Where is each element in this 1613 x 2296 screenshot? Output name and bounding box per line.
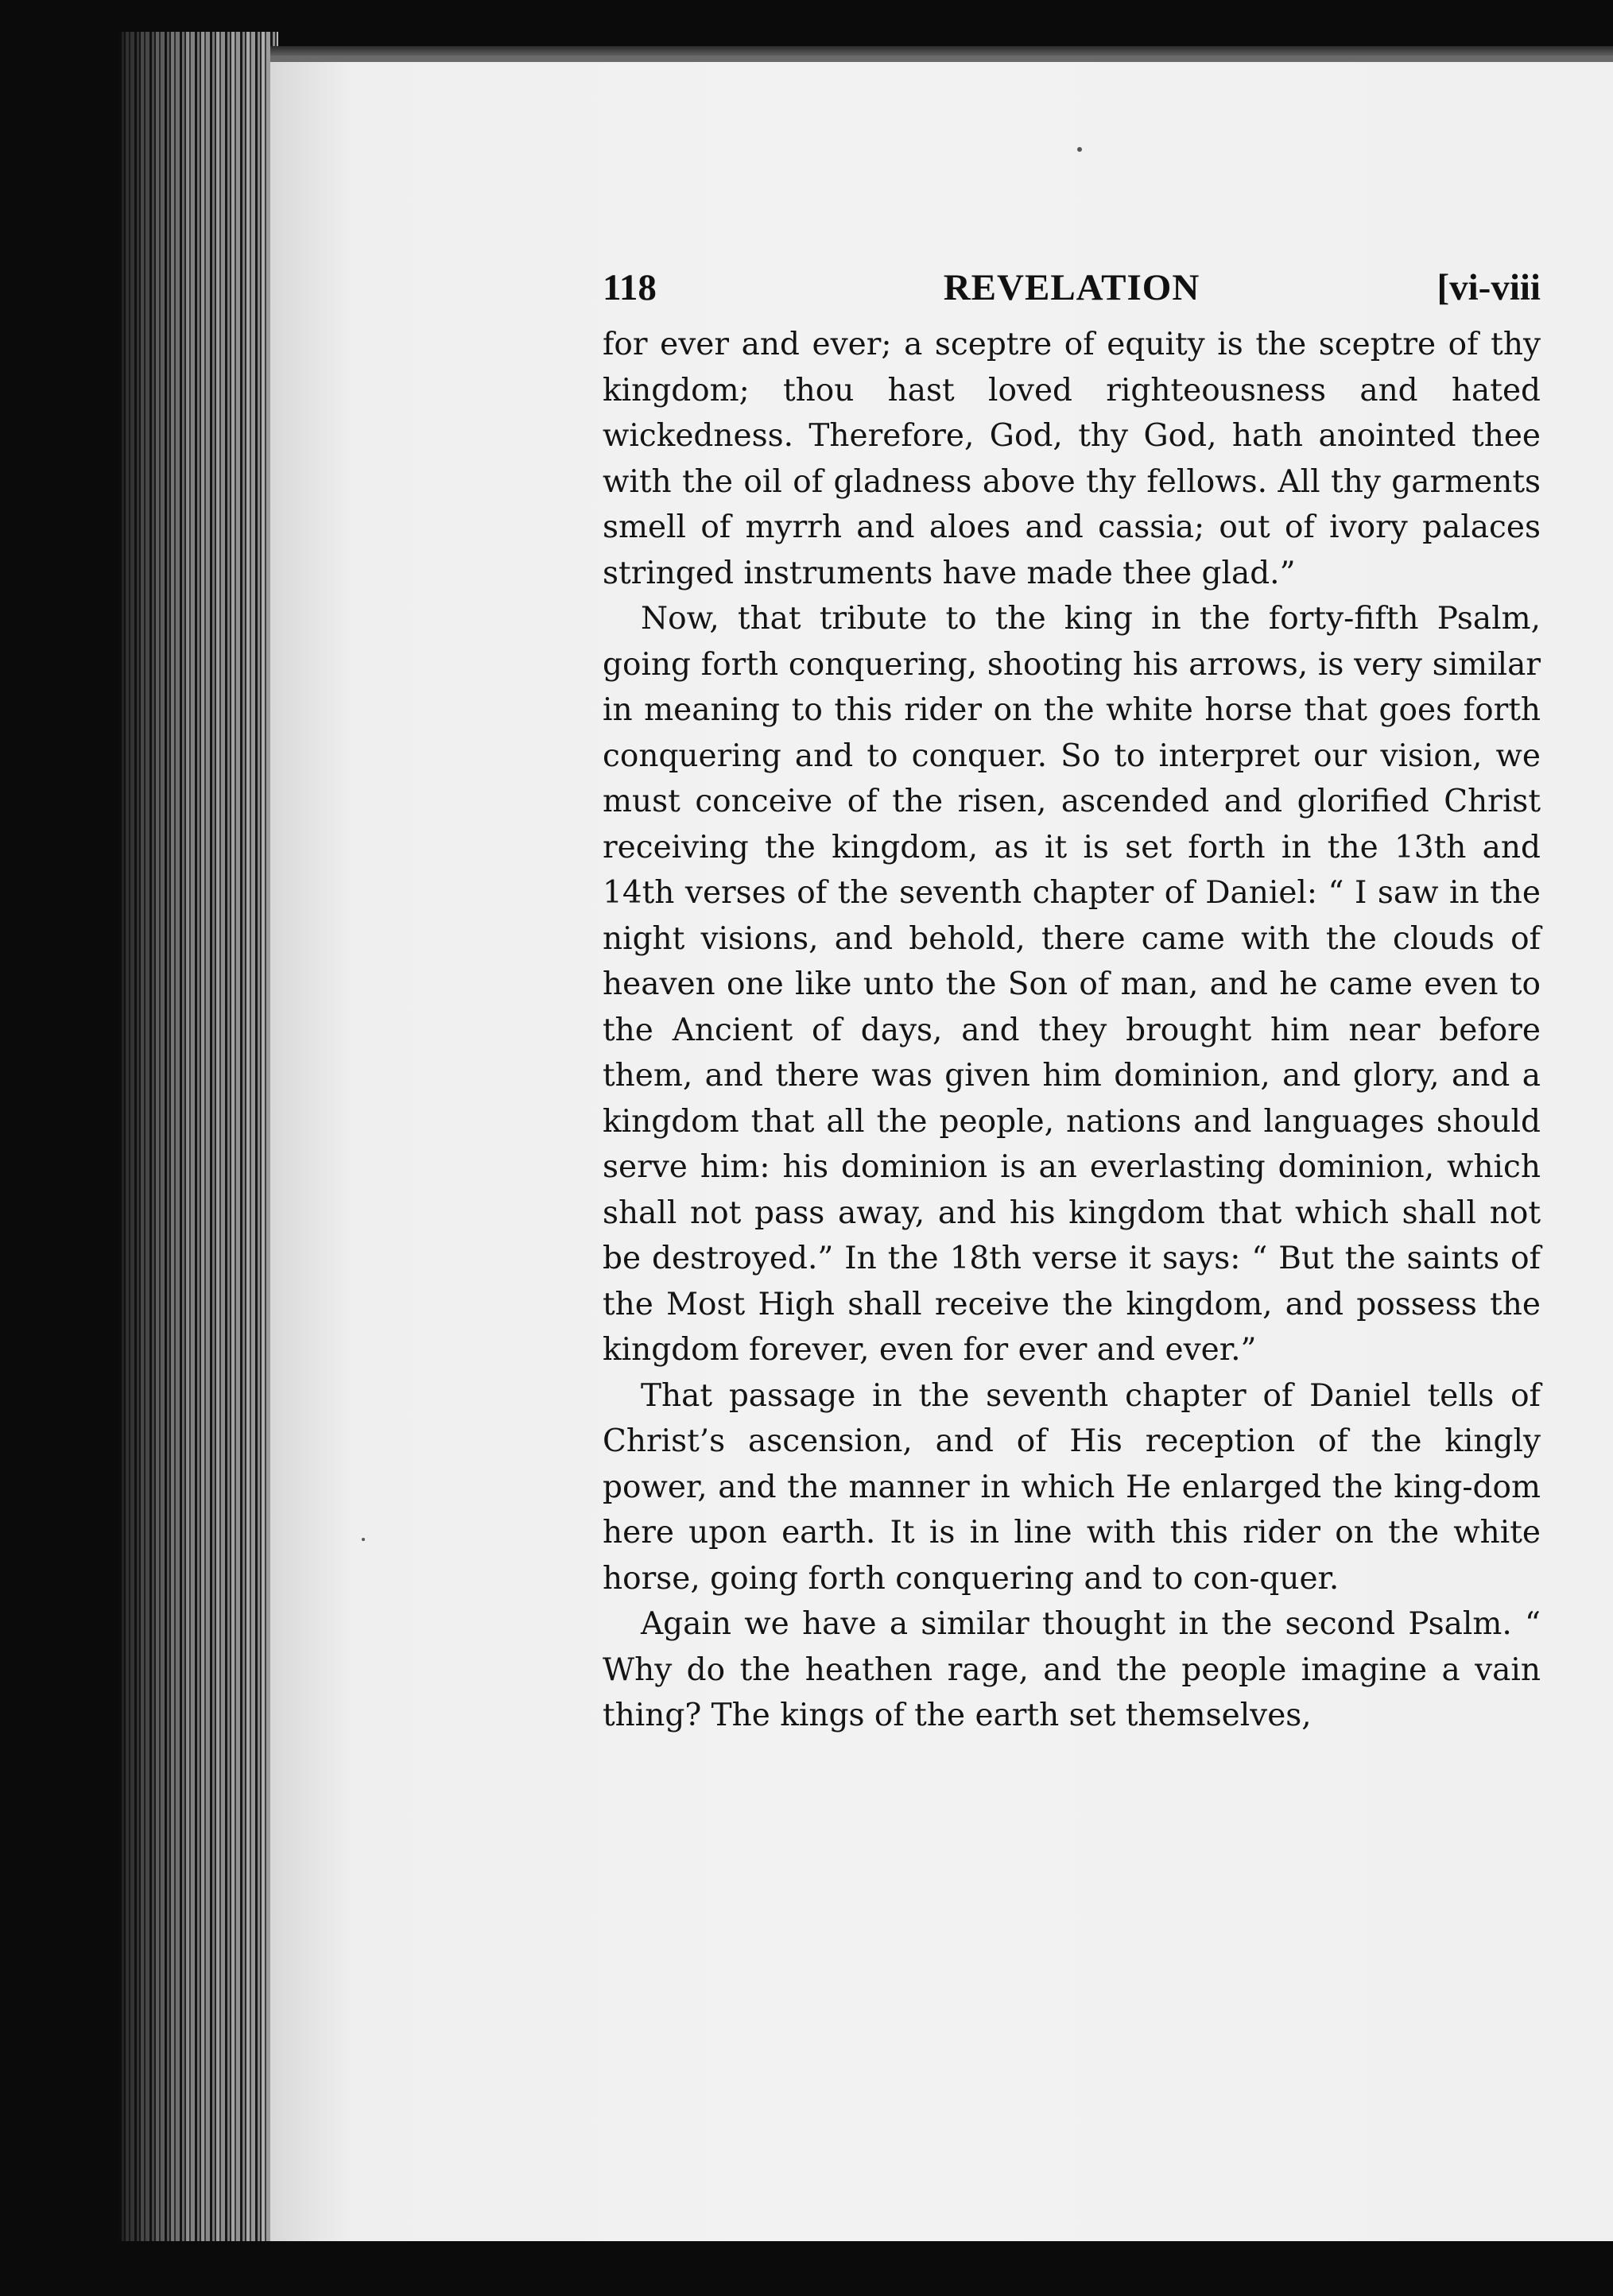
- running-title: REVELATION: [943, 267, 1200, 308]
- page-number: 118: [603, 267, 657, 308]
- page-text-block: [603, 266, 1541, 1739]
- paragraph: Again we have a similar thought in the second Psalm. “ Why do the heathen rage, and the people imagine a vain thing? The kings of the earth set themselves,: [603, 1606, 1541, 1733]
- dust-speck: [362, 1538, 365, 1541]
- paragraph: Now, that tribute to the king in the forty-fifth Psalm, going forth conquering, shooting his arrows, is very similar in meaning to this rider on the white horse that goes forth conquering and to conquer. So to interpret our vision, we must conceive of the risen, ascended and glorified Christ receiving the kingdom, as it is set forth in the 13th and 14th verses of the seventh chapter of Daniel: “ I saw in the night visions, and behold, there came with the clouds of heaven one like unto the Son of man, and he came even to the Ancient of days, and they brought him near before them, and there was given him dominion, and glory, and a kingdom that all the people, nations and languages should serve him: his dominion is an everlasting dominion, which shall not pass away, and his kingdom that which shall not be destroyed.” In the 18th verse it says: “ But the saints of the Most High shall receive the kingdom, and possess the kingdom forever, even for ever and ever.”: [603, 601, 1541, 1368]
- paragraph: That passage in the seventh chapter of Daniel tells of Christ’s ascension, and of His reception of the kingly power, and the manner in which He enlarged the king-dom here upon earth. It is in line with this rider on the white horse, going forth conquering and to con-quer.: [603, 1377, 1541, 1597]
- running-head: [603, 266, 1541, 322]
- paragraph-continuation: for ever and ever; a sceptre of equity is the sceptre of thy kingdom; thou hast loved righteousness and hated wickedness. Therefore, God, thy God, hath anointed thee with the oil of gladness above thy fellows. All thy garments smell of myrrh and aloes and cassia; out of ivory palaces stringed instruments have made thee glad.”: [603, 327, 1541, 591]
- dust-speck: [1077, 147, 1082, 152]
- bottom-border: [0, 2241, 1613, 2296]
- chapter-range: [vi-viii: [1437, 267, 1541, 308]
- page-edges-shadow: [119, 32, 278, 2257]
